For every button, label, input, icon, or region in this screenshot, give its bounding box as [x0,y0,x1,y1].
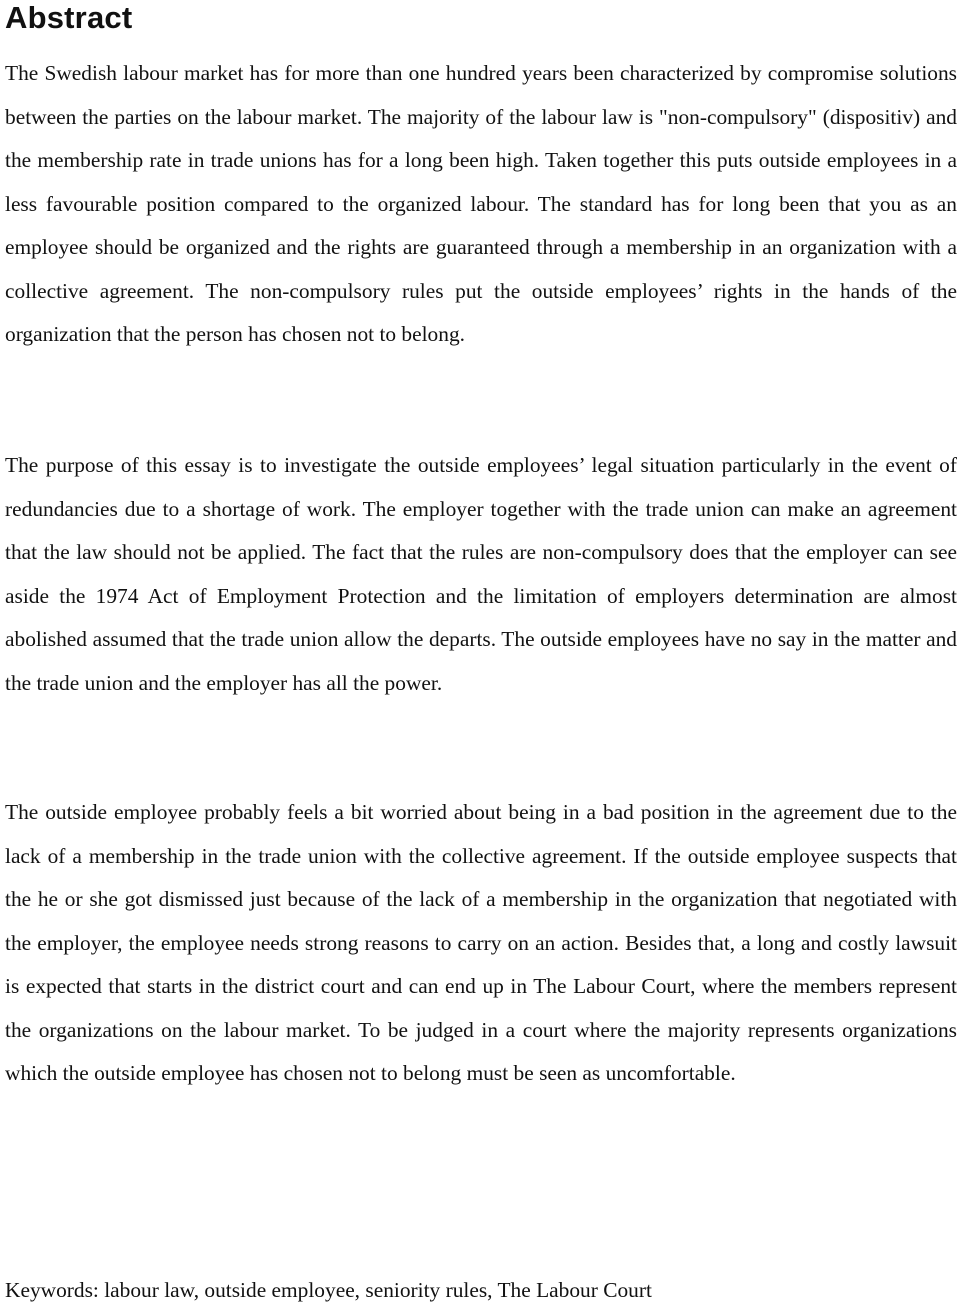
abstract-heading: Abstract [5,0,133,35]
abstract-paragraph-2: The purpose of this essay is to investigate the outside employees’ legal situation particularly in the event of redundancies due to a shortage of work. The employer together with the trade union can make an agreement that the law should not be applied. The fact that the rules are non-compulsory does that the employer can see aside the 1974 Act of Employment Protection and the limitation of employers determination are almost abolished assumed that the trade union allow the departs. The outside employees have no say in the matter and the trade union and the employer has all the power. [5,453,957,695]
abstract-paragraph-1: The Swedish labour market has for more than one hundred years been characterized by compromise solutions between the parties on the labour market. The majority of the labour law is "non-compulsory" (dispositiv) and the membership rate in trade unions has for a long been high. Taken together this puts outside employees in a less favourable position compared to the organized labour. The standard has for long been that you as an employee should be organized and the rights are guaranteed through a membership in an organization with a collective agreement. The non-compulsory rules put the outside employees’ rights in the hands of the organization that the person has chosen not to belong. [5,61,957,347]
keywords-line: Keywords: labour law, outside employee, seniority rules, The Labour Court [5,1278,652,1302]
abstract-paragraph-3: The outside employee probably feels a bit worried about being in a bad position in the agreement due to the lack of a membership in the trade union with the collective agreement. If the outside employee suspects that the he or she got dismissed just because of the lack of a membership in the organization that negotiated with the employer, the employee needs strong reasons to carry on an action. Besides that, a long and costly lawsuit is expected that starts in the district court and can end up in The Labour Court, where the members represent the organizations on the labour market. To be judged in a court where the majority represents organizations which the outside employee has chosen not to belong must be seen as uncomfortable. [5,800,957,1086]
document-page [5,0,957,1302]
